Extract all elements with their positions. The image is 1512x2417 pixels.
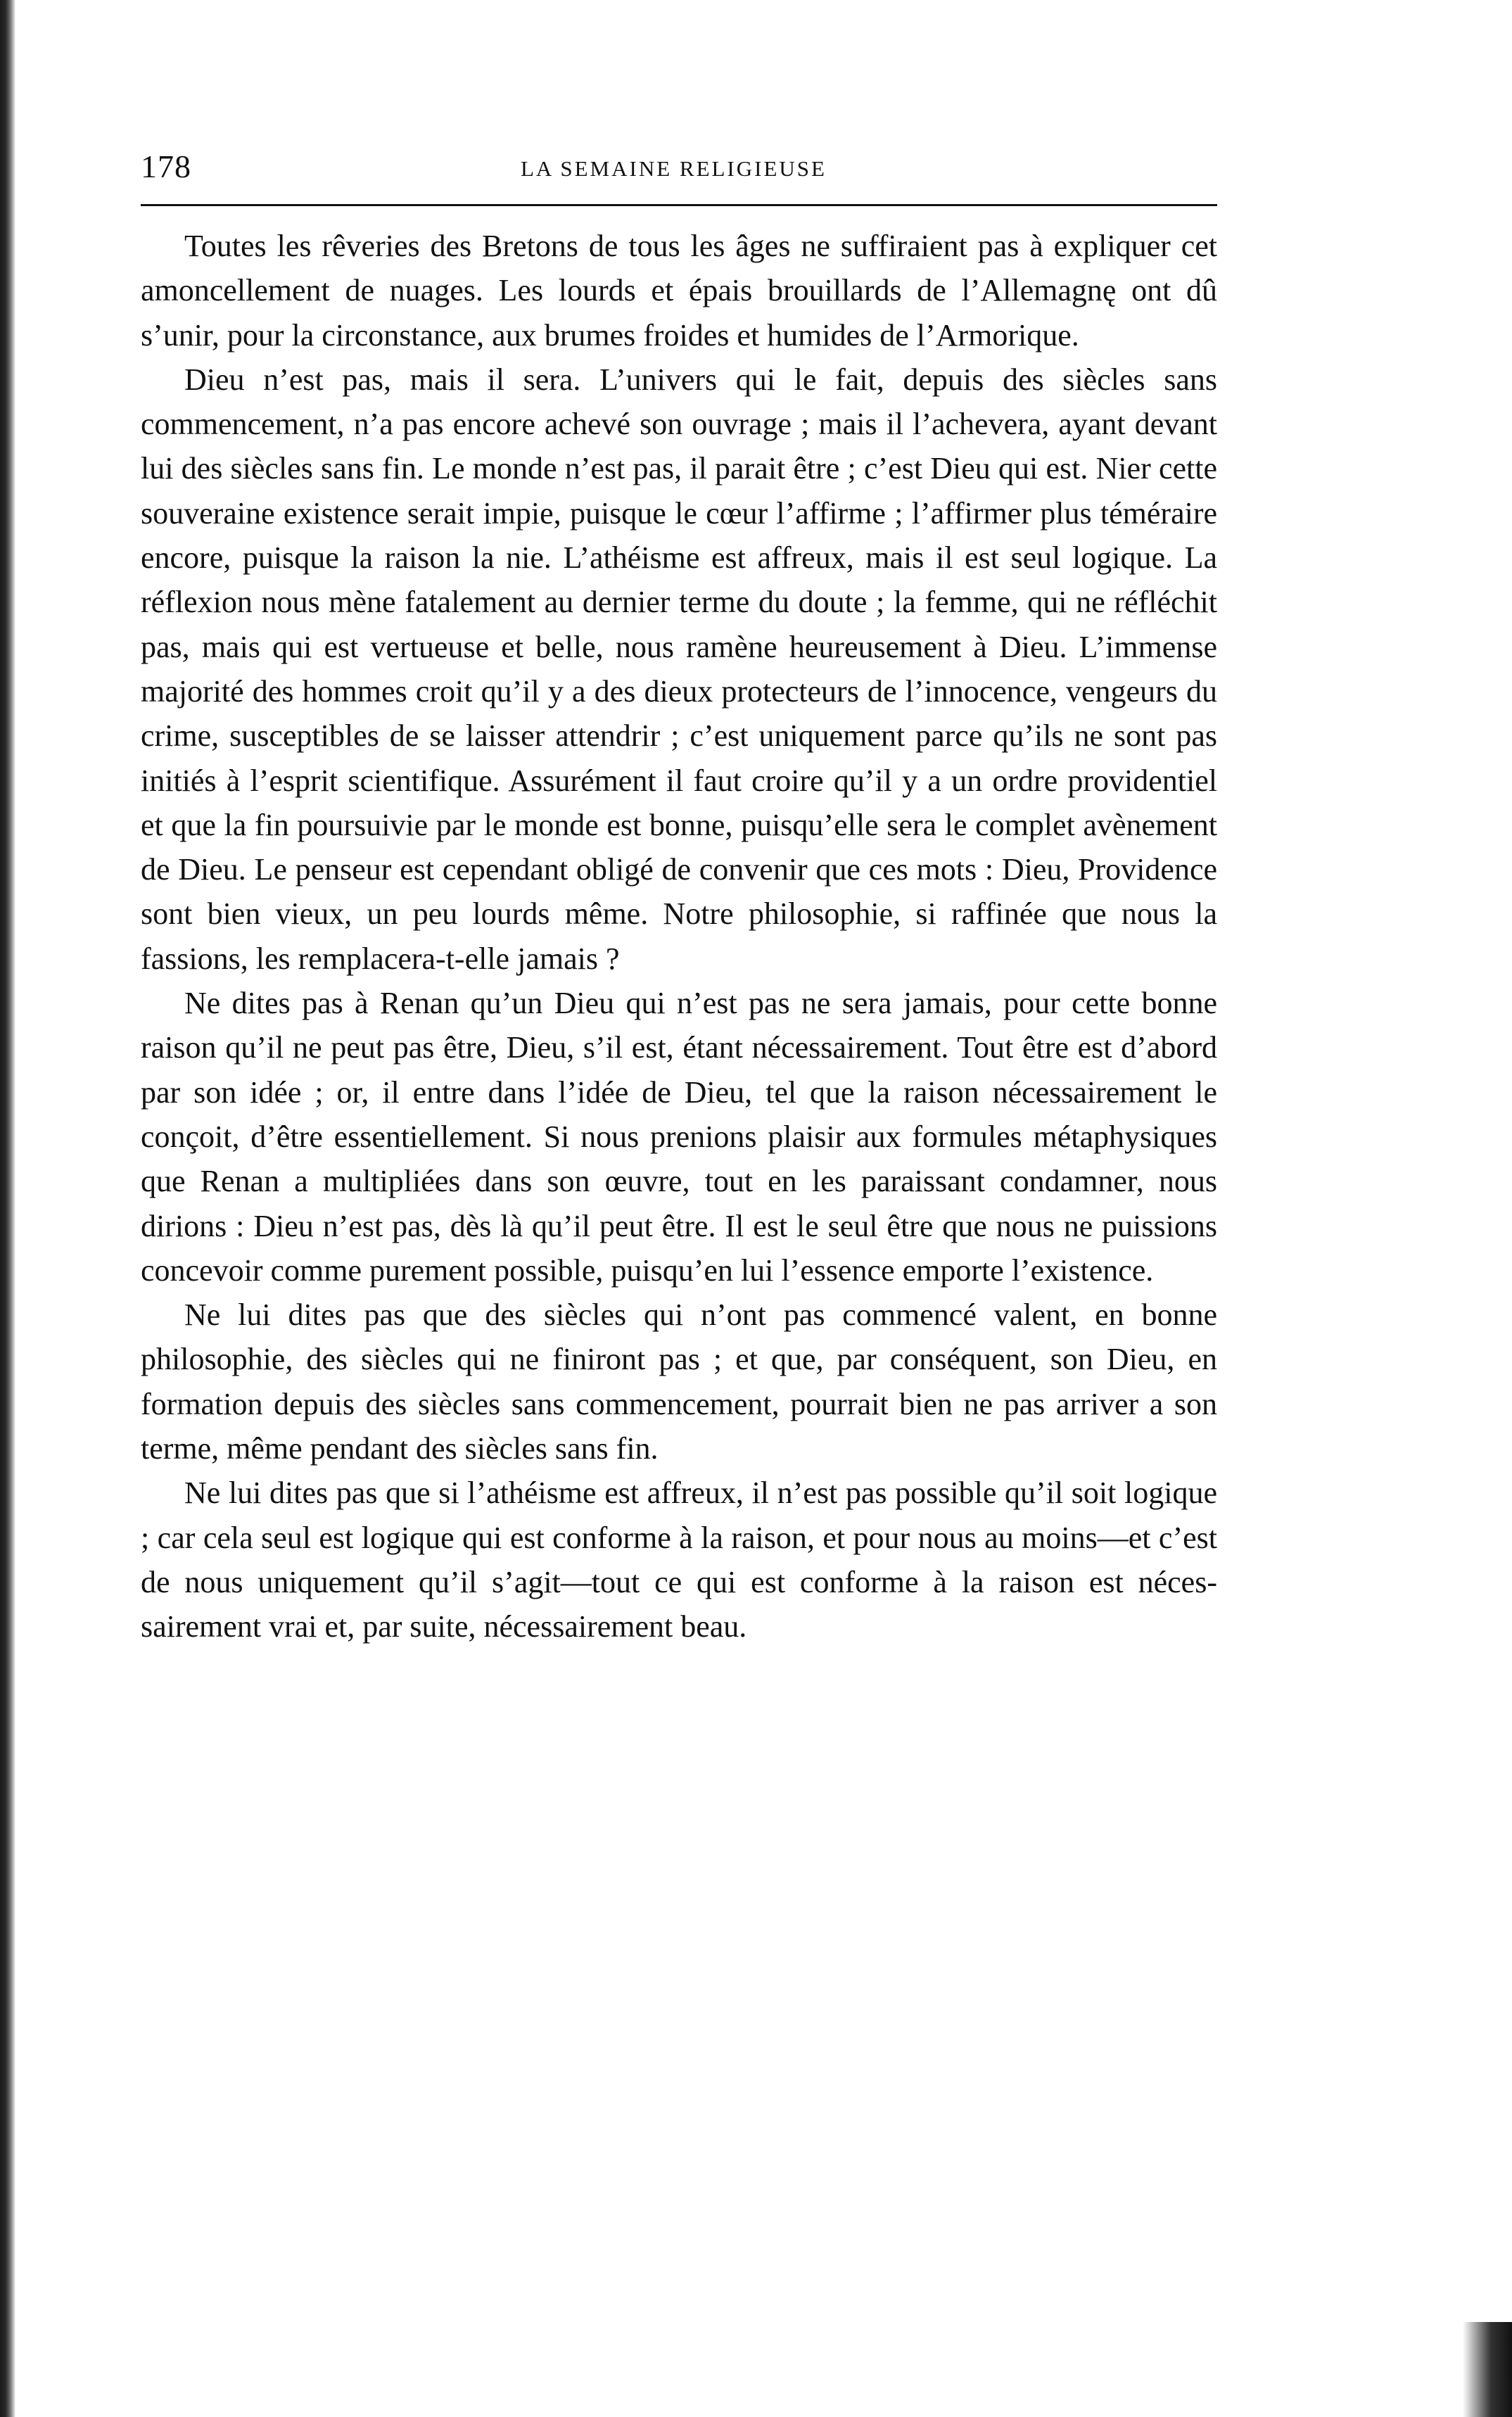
paragraph: Ne lui dites pas que des siècles qui n’ont pas commencé valent, en bonne philosophie, des siècles qui ne finiront pas ; et que, par conséquent, son Dieu, en formation depuis des siècles sans commencement, pourrait bien ne pas arriver a son terme, même pendant des siècles sans fin. xyxy=(141,1298,1217,1466)
scan-right-edge xyxy=(1463,2322,1512,2417)
page-header xyxy=(141,141,1217,190)
header-rule xyxy=(141,204,1217,206)
paragraph: Dieu n’est pas, mais il sera. L’univers qui le fait, depuis des siècles sans commencement, n’a pas encore achevé son ouvrage ; mais il l’achevera, ayant devant lui des siècles sans fin. Le monde n’est pas, il parait être ; c’est Dieu qui est. Nier cette souveraine existence serait impie, puisque le cœur l’affirme ; l’affirmer plus téméraire encore, puisque la raison la nie. L’athéisme est affreux, mais il est seul logique. La réflexion nous mène fatalement au dernier terme du doute ; la femme, qui ne réfléchit pas, mais qui est vertueuse et belle, nous ramène heureusement à Dieu. L’immense majorité des hommes croit qu’il y a des dieux protecteurs de l’innocence, vengeurs du crime, susceptibles de se laisser attendrir ; c’est uniquement parce qu’ils ne sont pas initiés à l’esprit scientifique. Assurément il faut croire qu’il y a un ordre providentiel et que la fin poursuivie par le monde est bonne, puisqu’elle sera le complet avènement de Dieu. Le penseur est cependant obligé de convenir que ces mots : Dieu, Providence sont bien vieux, un peu lourds même. Notre philosophie, si raffinée que nous la fassions, les remplacera-t-elle jamais ? xyxy=(141,362,1217,976)
paragraph: Toutes les rêveries des Bretons de tous les âges ne suffiraient pas à expliquer cet amoncellement de nuages. Les lourds et épais brouillards de l’Allemagnę ont dû s’unir, pour la circonstance, aux brumes froides et humides de l’Armorique. xyxy=(141,229,1217,353)
page-number: 178 xyxy=(141,148,191,184)
scan-left-edge xyxy=(0,0,15,2417)
paragraph: Ne dites pas à Renan qu’un Dieu qui n’est pas ne sera jamais, pour cette bonne raison qu’il ne peut pas être, Dieu, s’il est, étant nécessairement. Tout être est d’abord par son idée ; or, il entre dans l’idée de Dieu, tel que la raison nécessairement le conçoit, d’être essentiellement. Si nous prenions plaisir aux formules métaphysiques que Renan a multipliées dans son œuvre, tout en les paraissant condamner, nous dirions : Dieu n’est pas, dès là qu’il peut être. Il est le seul être que nous ne puissions concevoir comme purement possible, puisqu’en lui l’essence emporte l’existence. xyxy=(141,986,1217,1288)
body-text xyxy=(141,224,1217,1649)
paragraph: Ne lui dites pas que si l’athéisme est affreux, il n’est pas possible qu’il soit logique ; car cela seul est logique qui est conforme à la raison, et pour nous au moins—et c’est de nous uniquement qu’il s’agit—tout ce qui est conforme à la raison est nécessairement vrai et, par suite, nécessairement beau. xyxy=(141,1476,1217,1644)
running-title: LA SEMAINE RELIGIEUSE xyxy=(521,156,827,181)
